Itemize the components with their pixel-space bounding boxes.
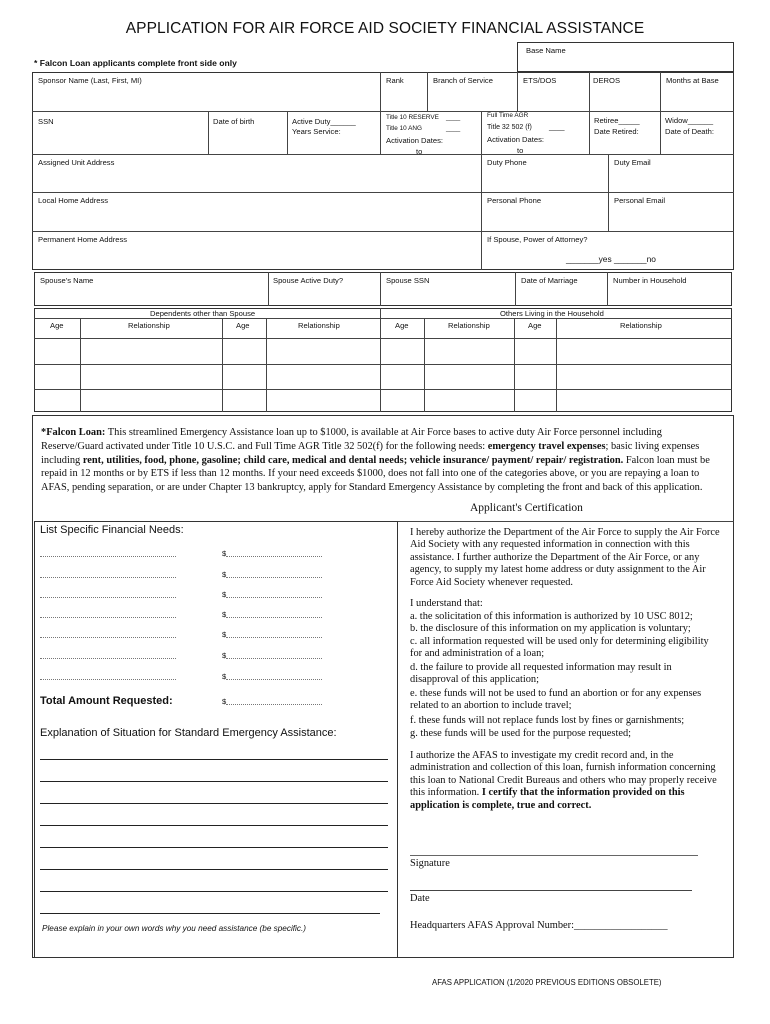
title32-label: Title 32 502 (f)	[487, 124, 532, 131]
date-label: Date	[410, 893, 430, 904]
title32-line: ____	[549, 124, 565, 131]
total-amount-label: Total Amount Requested:	[40, 695, 173, 707]
dollar-sign-4: $	[222, 610, 227, 619]
dep-age-col-2: Age	[236, 321, 250, 330]
amount-line-6[interactable]	[226, 658, 322, 659]
falcon-note: * Falcon Loan applicants complete front side only	[34, 58, 237, 68]
explanation-label: Explanation of Situation for Standard Emergency Assistance:	[40, 727, 337, 739]
poa-label: If Spouse, Power of Attorney?	[487, 235, 588, 244]
total-dollar-sign: $	[222, 697, 227, 706]
title10-ang-line: ____	[446, 125, 461, 132]
dollar-sign-5: $	[222, 630, 227, 639]
cert-understand: I understand that:	[410, 598, 483, 609]
date-retired-label: Date Retired:	[594, 127, 639, 136]
explanation-line[interactable]	[40, 825, 388, 826]
dollar-sign-6: $	[222, 651, 227, 660]
spouse-ssn-label: Spouse SSN	[386, 276, 430, 285]
years-service-label: Years Service:	[292, 127, 341, 136]
cert-item-b: b. the disclosure of this information on my application is voluntary;	[410, 623, 691, 634]
poa-yes-no[interactable]: _______yes _______no	[566, 254, 656, 264]
dollar-sign-2: $	[222, 570, 227, 579]
permanent-address-label: Permanent Home Address	[38, 235, 128, 244]
activation-to-label: to	[416, 147, 423, 156]
amount-line-4[interactable]	[226, 617, 322, 618]
branch-label: Branch of Service	[433, 76, 493, 85]
spouse-active-label: Spouse Active Duty?	[273, 276, 344, 285]
signature-label: Signature	[410, 858, 450, 869]
date-line[interactable]	[410, 890, 692, 891]
explanation-line[interactable]	[40, 869, 388, 870]
dep-rel-col-2: Relationship	[298, 321, 340, 330]
cert-item-a: a. the solicitation of this information is authorized by 10 USC 8012;	[410, 611, 693, 622]
cert-credit: I authorize the AFAS to investigate my credit record and, in the administration and collection of this loan, furnish information concerning this loan to National Credit Bureaus and others who may properly receive this information. I certify that the information provided on this application is complete, true and correct.	[410, 750, 717, 811]
explanation-hint: Please explain in your own words why you need assistance (be specific.)	[42, 924, 306, 933]
falcon-loan-description: *Falcon Loan: This streamlined Emergency Assistance loan up to $1000, is available at Air Force bases to active duty Air Force personnel including Reserve/Guard activated under Title 10 U.S.C. and Full Time AGR Title 32 502(f) for the following needs: emergency travel expenses; basic living expenses including rent, utilities, food, phone, gasoline; child care, medical and dental needs; vehicle insurance/ payment/ repair/ registration. Falcon loan must be repaid in 12 months or by ETS if less than 12 months. If your need exceeds $1000, does not fall into one of the categories above, or you are repaying a loan to AFAS, pending separation, or are under Chapter 13 bankruptcy, apply for Standard Emergency Assistance by completing the front and back of this application.	[41, 427, 710, 494]
activation-dates-label: Activation Dates:	[386, 136, 443, 145]
needs-title: List Specific Financial Needs:	[40, 524, 184, 536]
amount-line-5[interactable]	[226, 637, 322, 638]
explanation-line[interactable]	[40, 759, 388, 760]
widow-label: Widow______	[665, 116, 714, 125]
cert-item-c: c. all information requested will be used only for determining eligibility for and administration of a loan;	[410, 636, 709, 660]
base-name-label: Base Name	[526, 46, 566, 55]
certification-heading: Applicant's Certification	[470, 502, 583, 514]
local-address-label: Local Home Address	[38, 196, 109, 205]
duty-email-label: Duty Email	[614, 158, 651, 167]
marriage-date-label: Date of Marriage	[521, 276, 578, 285]
oth-rel-col-2: Relationship	[620, 321, 662, 330]
active-duty-label: Active Duty______	[292, 117, 356, 126]
explanation-line[interactable]	[40, 913, 380, 914]
personal-info-grid	[32, 72, 734, 270]
dep-age-col-1: Age	[50, 321, 64, 330]
full-time-agr-label: Full Time AGR	[487, 112, 529, 119]
ets-label: ETS/DOS	[523, 76, 557, 85]
cert-authorization: I hereby authorize the Department of the Air Force to supply the Air Force Aid Society with any requested information in connection with this assistance. I further authorize the Department of the Air Force, or any agency, to supply my latest home address or duty assignment to the Air Force Aid Society whenever requested.	[410, 527, 720, 588]
others-header: Others Living in the Household	[500, 309, 604, 318]
household-count-label: Number in Household	[613, 276, 687, 285]
activation-dates-agr-label: Activation Dates:	[487, 135, 544, 144]
form-title: APPLICATION FOR AIR FORCE AID SOCIETY FINANCIAL ASSISTANCE	[125, 20, 645, 37]
cert-item-d: d. the failure to provide all requested information may result in disapproval of this application;	[410, 662, 672, 686]
dep-rel-col-1: Relationship	[128, 321, 170, 330]
explanation-line[interactable]	[40, 803, 388, 804]
dollar-sign-1: $	[222, 549, 227, 558]
activation-agr-to-label: to	[517, 146, 524, 155]
explanation-line[interactable]	[40, 847, 388, 848]
title10-reserve-line: ____	[446, 114, 461, 121]
cert-item-f: f. these funds will not replace funds lost by fines or garnishments;	[410, 715, 685, 726]
unit-address-label: Assigned Unit Address	[38, 158, 115, 167]
spouse-name-label: Spouse's Name	[40, 276, 94, 285]
amount-line-3[interactable]	[226, 597, 322, 598]
amount-line-2[interactable]	[226, 577, 322, 578]
explanation-line[interactable]	[40, 891, 388, 892]
oth-age-col-1: Age	[395, 321, 409, 330]
ssn-label: SSN	[38, 117, 54, 126]
oth-rel-col-1: Relationship	[448, 321, 490, 330]
cert-item-e: e. these funds will not be used to fund an abortion or for any expenses related to an abortion to include travel;	[410, 688, 702, 712]
total-amount-line[interactable]	[226, 704, 322, 705]
months-label: Months at Base	[666, 76, 719, 85]
personal-phone-label: Personal Phone	[487, 196, 542, 205]
dependents-header: Dependents other than Spouse	[150, 309, 256, 318]
signature-line[interactable]	[410, 855, 698, 856]
duty-phone-label: Duty Phone	[487, 158, 527, 167]
footer-edition: AFAS APPLICATION (1/2020 PREVIOUS EDITIONS OBSOLETE)	[432, 978, 662, 987]
amount-line-1[interactable]	[226, 556, 322, 557]
dob-label: Date of birth	[213, 117, 255, 126]
explanation-line[interactable]	[40, 781, 388, 782]
amount-line-7[interactable]	[226, 679, 322, 680]
deros-label: DEROS	[593, 76, 621, 85]
personal-email-label: Personal Email	[614, 196, 666, 205]
title10-ang-label: Title 10 ANG	[386, 125, 422, 132]
cert-item-g: g. these funds will be used for the purpose requested;	[410, 728, 632, 739]
hq-approval-number[interactable]: Headquarters AFAS Approval Number:__________________	[410, 920, 668, 931]
sponsor-name-label: Sponsor Name (Last, First, MI)	[38, 76, 142, 85]
financial-needs-panel	[34, 521, 398, 958]
dollar-sign-7: $	[222, 672, 227, 681]
oth-age-col-2: Age	[528, 321, 542, 330]
rank-label: Rank	[386, 76, 404, 85]
title10-reserve-label: Title 10 RESERVE	[386, 114, 439, 121]
retiree-label: Retiree_____	[594, 116, 640, 125]
base-name-field[interactable]	[517, 42, 734, 72]
date-of-death-label: Date of Death:	[665, 127, 714, 136]
dollar-sign-3: $	[222, 590, 227, 599]
